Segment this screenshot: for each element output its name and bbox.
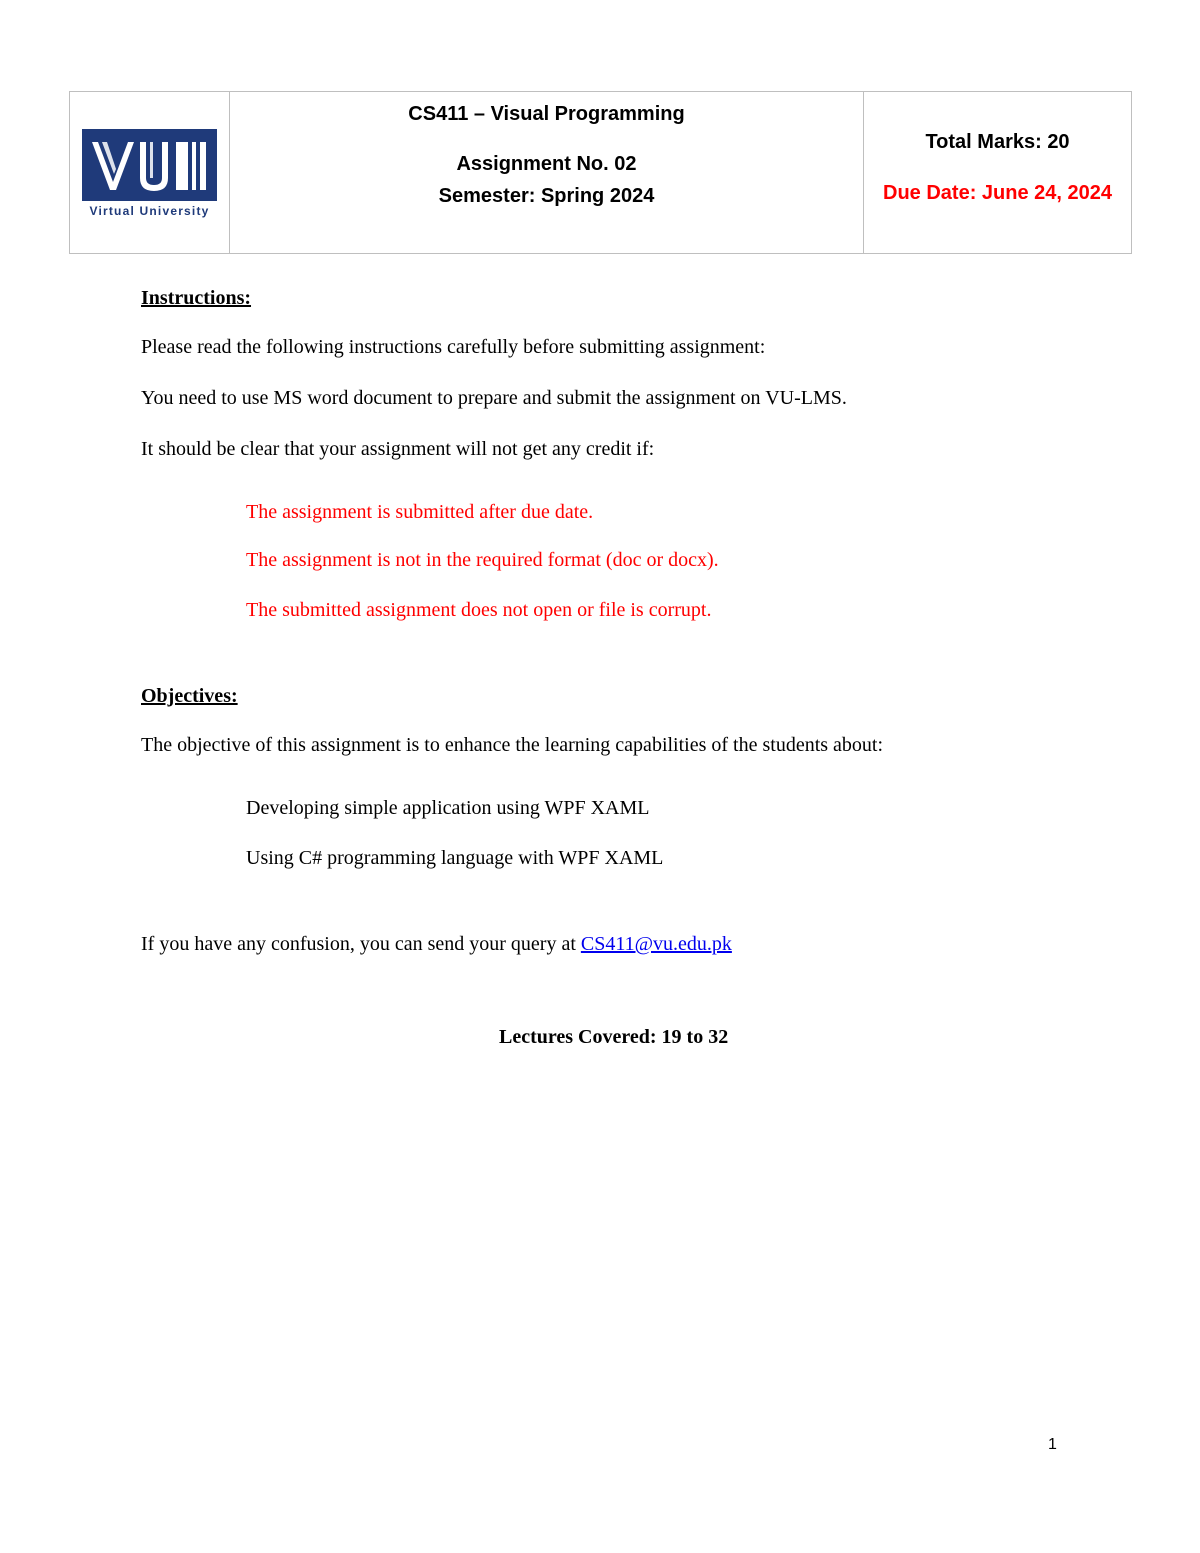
page-number: 1 — [1048, 1436, 1057, 1453]
condition-item: The assignment is submitted after due date. — [246, 501, 594, 523]
objectives-intro: The objective of this assignment is to enhance the learning capabilities of the students about: — [141, 734, 884, 756]
logo-subtitle: Virtual University — [89, 204, 210, 218]
contact-email-link[interactable]: CS411@vu.edu.pk — [580, 933, 732, 955]
condition-item: The submitted assignment does not open or file is corrupt. — [246, 599, 712, 621]
assignment-block — [230, 148, 863, 212]
objective-item: Using C# programming language with WPF XAML — [246, 847, 664, 869]
contact-line — [141, 932, 732, 956]
due-date: Due Date: June 24, 2024 — [883, 181, 1112, 204]
instructions-credit-line: It should be clear that your assignment will not get any credit if: — [141, 438, 655, 460]
lectures-covered: Lectures Covered: 19 to 32 — [499, 1026, 729, 1048]
instructions-intro: Please read the following instructions carefully before submitting assignment: — [141, 336, 766, 358]
assignment-number: Assignment No. 02 — [456, 153, 637, 175]
header-table — [69, 91, 1132, 254]
marks-cell — [864, 92, 1132, 254]
objective-item: Developing simple application using WPF XAML — [246, 797, 650, 819]
logo-cell — [70, 92, 230, 254]
semester: Semester: Spring 2024 — [438, 185, 655, 207]
instructions-word-line: You need to use MS word document to prepare and submit the assignment on VU-LMS. — [141, 387, 847, 409]
condition-item: The assignment is not in the required format (doc or docx). — [246, 549, 719, 571]
contact-text: If you have any confusion, you can send your query at — [141, 933, 581, 955]
instructions-heading: Instructions: — [141, 287, 252, 309]
course-cell — [230, 92, 864, 254]
vu-logo-letters-icon — [88, 134, 212, 196]
course-title: CS411 – Visual Programming — [408, 103, 685, 125]
total-marks: Total Marks: 20 — [925, 130, 1070, 153]
objectives-heading: Objectives: — [141, 685, 238, 707]
vu-logo — [82, 129, 217, 218]
vu-logo-mark — [82, 129, 217, 201]
